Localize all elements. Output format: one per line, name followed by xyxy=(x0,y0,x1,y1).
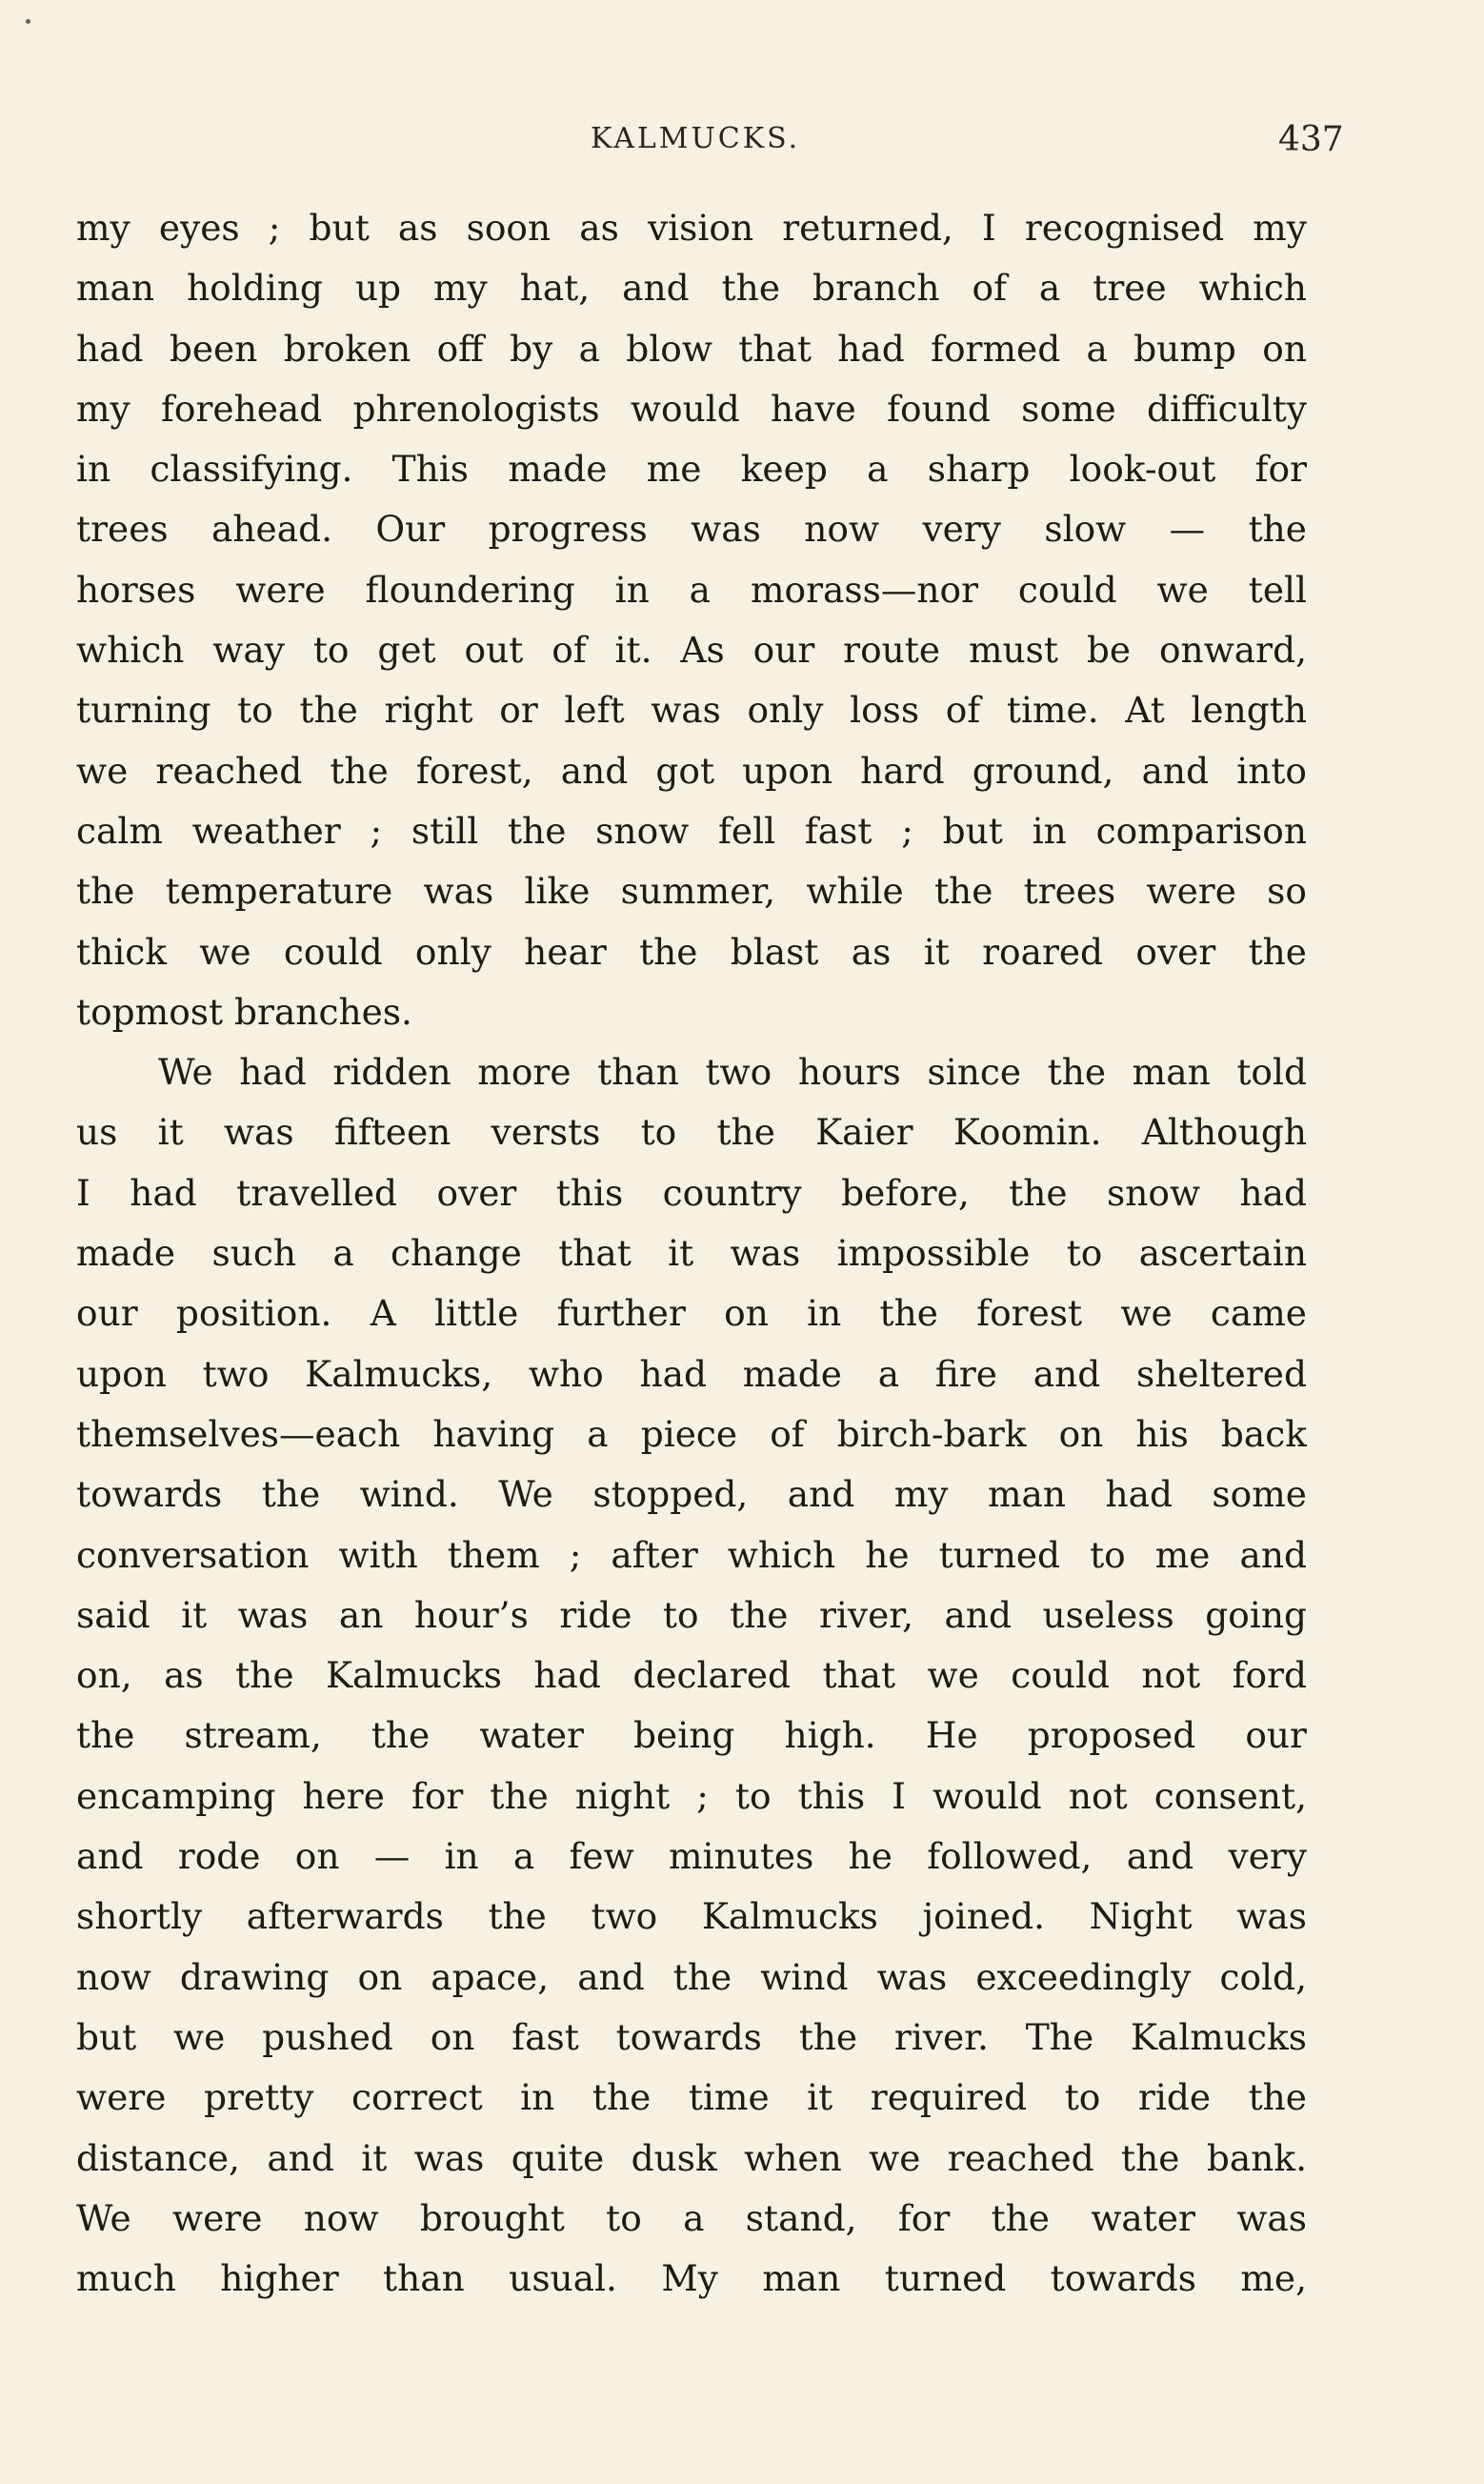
paragraph-start-line: We had ridden more than two hours since the man told xyxy=(158,1051,1307,1094)
text-line: man holding up my hat, and the branch of a tree which xyxy=(76,267,1307,310)
text-line: the temperature was like summer, while the trees were so xyxy=(76,870,1307,913)
text-line: our position. A little further on in the forest we came xyxy=(76,1292,1307,1335)
text-line: my eyes ; but as soon as vision returned, I recognised my xyxy=(76,207,1307,249)
text-line: in classifying. This made me keep a sharp look-out for xyxy=(76,448,1307,491)
text-line: were pretty correct in the time it required to ride the xyxy=(76,2076,1307,2119)
text-line: on, as the Kalmucks had declared that we could not ford xyxy=(76,1654,1307,1697)
text-line: much higher than usual. My man turned towards me, xyxy=(76,2257,1307,2300)
text-line: calm weather ; still the snow fell fast ; but in comparison xyxy=(76,809,1307,852)
text-line: turning to the right or left was only loss of time. At length xyxy=(76,689,1307,732)
page-number: 437 xyxy=(1278,120,1344,159)
text-line: us it was fifteen versts to the Kaier Koomin. Although xyxy=(76,1111,1307,1154)
text-line: which way to get out of it. As our route must be onward, xyxy=(76,629,1307,672)
ink-speck xyxy=(26,19,30,24)
text-line: and rode on — in a few minutes he followed, and very xyxy=(76,1835,1307,1878)
running-head: KALMUCKS. xyxy=(591,122,801,155)
text-line: We were now brought to a stand, for the water was xyxy=(76,2196,1307,2239)
text-line: shortly afterwards the two Kalmucks joined. Night was xyxy=(76,1895,1307,1938)
text-line: encamping here for the night ; to this I would not consent, xyxy=(76,1774,1307,1817)
text-line: themselves—each having a piece of birch-bark on his back xyxy=(76,1412,1307,1455)
text-line: but we pushed on fast towards the river. The Kalmucks xyxy=(76,2015,1307,2058)
text-line: conversation with them ; after which he turned to me and xyxy=(76,1533,1307,1576)
text-line: now drawing on apace, and the wind was exceedingly cold, xyxy=(76,1955,1307,1998)
text-line: horses were floundering in a morass—nor could we tell xyxy=(76,568,1307,611)
text-line: towards the wind. We stopped, and my man had some xyxy=(76,1473,1307,1516)
text-line: had been broken off by a blow that had formed a bump on xyxy=(76,327,1307,370)
text-line: my forehead phrenologists would have found some difficulty xyxy=(76,387,1307,430)
text-line: upon two Kalmucks, who had made a fire and sheltered xyxy=(76,1352,1307,1395)
text-line: made such a change that it was impossible to ascertain xyxy=(76,1232,1307,1275)
body-text xyxy=(76,198,1307,2309)
text-line: said it was an hour’s ride to the river, and useless going xyxy=(76,1593,1307,1636)
text-line: the stream, the water being high. He proposed our xyxy=(76,1714,1307,1757)
text-line: thick we could only hear the blast as it roared over the xyxy=(76,930,1307,973)
text-line: distance, and it was quite dusk when we reached the bank. xyxy=(76,2136,1307,2179)
text-line: we reached the forest, and got upon hard ground, and into xyxy=(76,749,1307,792)
text-line: I had travelled over this country before, the snow had xyxy=(76,1171,1307,1214)
text-line: topmost branches. xyxy=(76,990,412,1033)
text-line: trees ahead. Our progress was now very slow — the xyxy=(76,508,1307,551)
